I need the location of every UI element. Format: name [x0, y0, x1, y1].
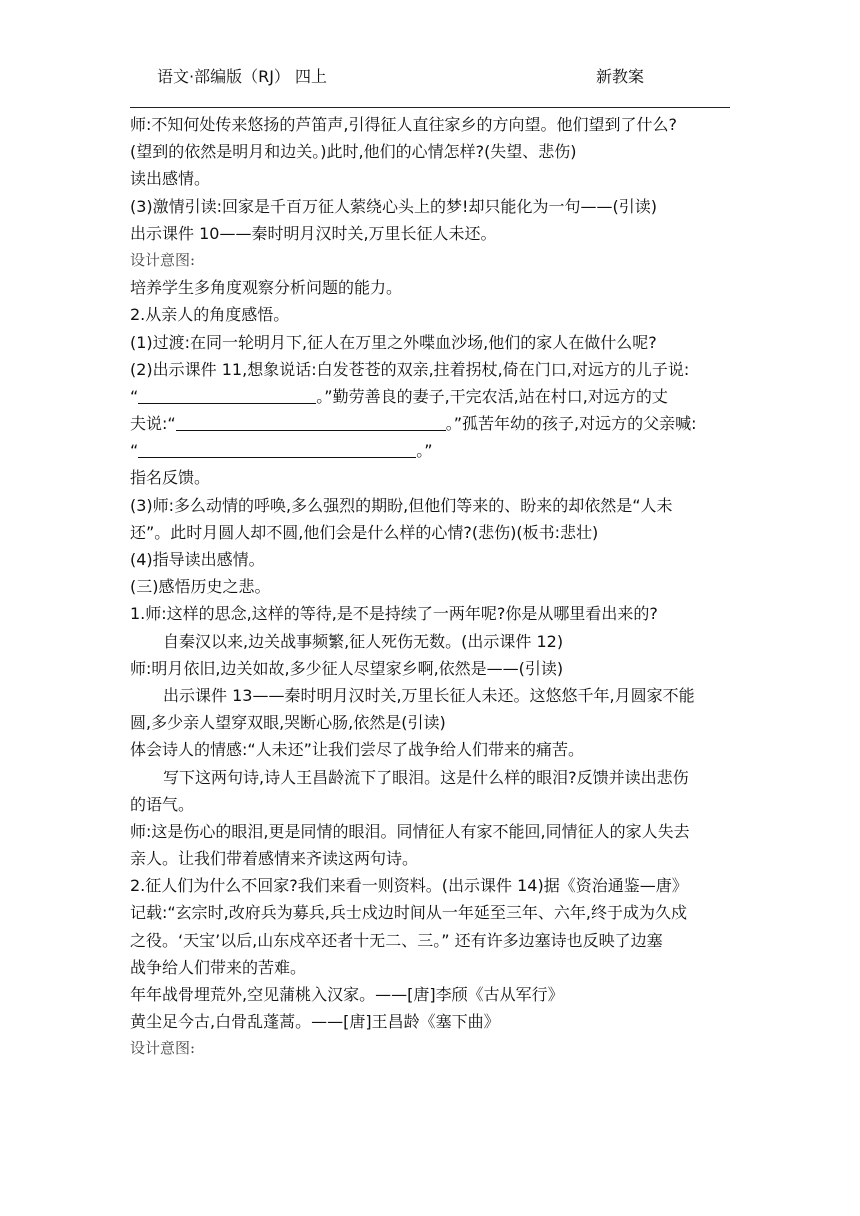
quote-open: “ [130, 386, 139, 406]
design-intent-label: 设计意图: [130, 250, 196, 269]
poem-line: 年年战骨埋荒外,空见蒲桃入汉家。——[唐]李颀《古从军行》 [130, 985, 564, 1004]
fill-blank[interactable] [138, 441, 416, 458]
paragraph-line: (3)师:多么动情的呼唤,多么强烈的期盼,但他们等来的、盼来的却依然是“人未 [130, 495, 673, 515]
quote-continue: 。”勤劳善良的妻子,干完农活,站在村口,对远方的丈 [316, 386, 668, 406]
paragraph-line: 出示课件 13——秦时明月汉时关,万里长征人未还。这悠悠千年,月圆家不能 [163, 685, 695, 705]
header-rule [130, 107, 730, 108]
paragraph-line: 师:明月依旧,边关如故,多少征人尽望家乡啊,依然是——(引读) [130, 658, 564, 678]
header-right-text: 新教案 [596, 67, 645, 86]
paragraph-line: 还”。此时月圆人却不圆,他们会是什么样的心情?(悲伤)(板书:悲壮) [130, 522, 599, 542]
header-left-text: 语文·部编版（RJ） 四上 [157, 67, 328, 86]
paragraph-line: 的语气。 [130, 794, 195, 814]
paragraph-line: 体会诗人的情感:“人未还”让我们尝尽了战争给人们带来的痛苦。 [130, 740, 584, 760]
fill-blank[interactable] [176, 414, 446, 431]
paragraph-line: 圆,多少亲人望穿双眼,哭断心肠,依然是(引读) [130, 713, 446, 733]
paragraph-line: 师:不知何处传来悠扬的芦笛声,引得征人直往家乡的方向望。他们望到了什么? [130, 115, 677, 134]
poem-line: 黄尘足今古,白骨乱蓬蒿。——[唐]王昌龄《塞下曲》 [130, 1012, 500, 1032]
paragraph-line: 自秦汉以来,边关战事频繁,征人死伤无数。(出示课件 12) [163, 631, 564, 651]
paragraph-line: 战争给人们带来的苦难。 [130, 957, 307, 977]
quote-close: 。” [416, 441, 433, 461]
fill-blank-line [130, 383, 735, 410]
design-intent-label: 设计意图: [130, 1039, 196, 1058]
paragraph-line: (4)指导读出感情。 [130, 550, 265, 569]
paragraph-line: 亲人。让我们带着感情来齐读这两句诗。 [130, 849, 419, 869]
paragraph-line: 培养学生多角度观察分析问题的能力。 [130, 278, 403, 298]
fill-blank-line [130, 437, 735, 464]
paragraph-line: 之役。‘天宝’以后,山东戍卒还者十无二、三。” 还有许多边塞诗也反映了边塞 [130, 930, 663, 950]
section-heading: (三)感悟历史之悲。 [130, 577, 271, 597]
paragraph-line: 写下这两句诗,诗人王昌龄流下了眼泪。这是什么样的眼泪?反馈并读出悲伤 [163, 767, 689, 787]
paragraph-line: 读出感情。 [130, 169, 211, 189]
document-body [130, 111, 735, 1063]
paragraph-line: 出示课件 10——秦时明月汉时关,万里长征人未还。 [130, 223, 497, 243]
quote-continue: 。”孤苦年幼的孩子,对远方的父亲喊: [445, 414, 697, 434]
paragraph-line: (2)出示课件 11,想象说话:白发苍苍的双亲,拄着拐杖,倚在门口,对远方的儿子说: [130, 359, 690, 379]
paragraph-line: 2.征人们为什么不回家?我们来看一则资料。(出示课件 14)据《资治通鉴—唐》 [130, 876, 688, 896]
quote-open: “ [130, 441, 139, 461]
paragraph-line: (3)激情引读:回家是千百万征人萦绕心头上的梦!却只能化为一句——(引读) [130, 196, 657, 216]
paragraph-line: 记载:“玄宗时,改府兵为募兵,兵士戍边时间从一年延至三年、六年,终于成为久戍 [130, 903, 687, 923]
paragraph-line: 1.师:这样的思念,这样的等待,是不是持续了一两年呢?你是从哪里看出来的? [130, 604, 658, 624]
section-heading: 2.从亲人的角度感悟。 [130, 305, 290, 325]
fill-blank-line [130, 410, 735, 437]
quote-open: 夫说:“ [130, 414, 176, 434]
paragraph-line: (1)过渡:在同一轮明月下,征人在万里之外喋血沙场,他们的家人在做什么呢? [130, 332, 657, 352]
paragraph-line: (望到的依然是明月和边关。)此时,他们的心情怎样?(失望、悲伤) [130, 142, 577, 162]
paragraph-line: 师:这是伤心的眼泪,更是同情的眼泪。同情征人有家不能回,同情征人的家人失去 [130, 821, 690, 841]
fill-blank[interactable] [138, 387, 316, 404]
paragraph-line: 指名反馈。 [130, 468, 211, 488]
